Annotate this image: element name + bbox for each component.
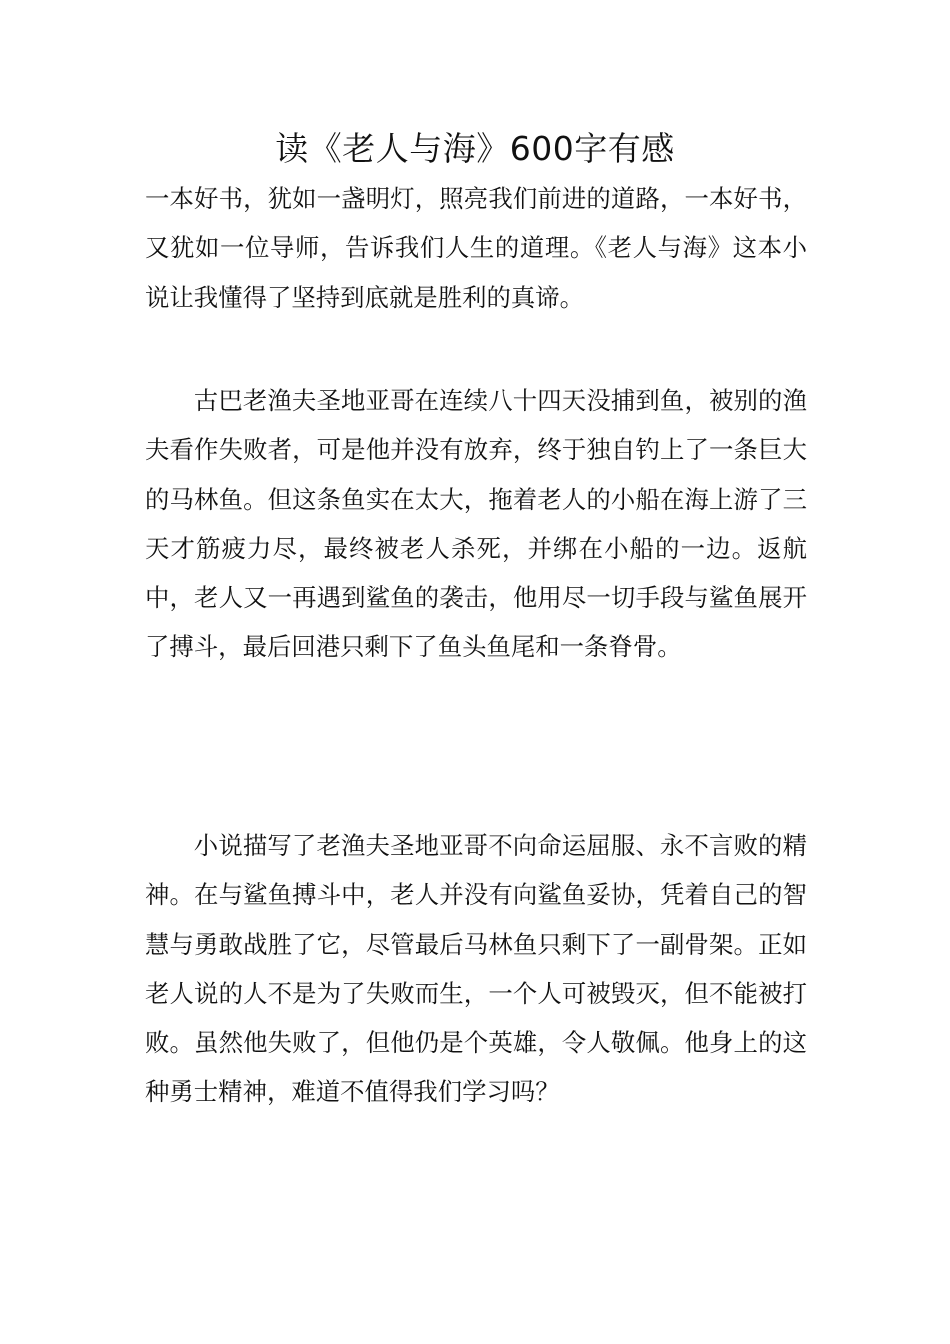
paragraph-reflection: 小说描写了老渔夫圣地亚哥不向命运屈服、永不言败的精神。在与鲨鱼搏斗中，老人并没有向鲨鱼妥协，凭着自己的智慧与勇敢战胜了它，尽管最后马林鱼只剩下了一副骨架。正如老人说的人不是为了失败而生，一个人可被毁灭，但不能被打败。虽然他失败了，但他仍是个英雄，令人敬佩。他身上的这种勇士精神，难道不值得我们学习吗？: [145, 831, 807, 1107]
document-title: 读《老人与海》600字有感: [275, 129, 675, 168]
paragraph-story-summary: 古巴老渔夫圣地亚哥在连续八十四天没捕到鱼，被别的渔夫看作失败者，可是他并没有放弃，终于独自钓上了一条巨大的马林鱼。但这条鱼实在太大，拖着老人的小船在海上游了三天才筋疲力尽，最终被老人杀死，并绑在小船的一边。返航中，老人又一再遇到鲨鱼的袭击，他用尽一切手段与鲨鱼展开了搏斗，最后回港只剩下了鱼头鱼尾和一条脊骨。: [145, 386, 807, 662]
paragraph-intro: 一本好书，犹如一盏明灯，照亮我们前进的道路，一本好书，又犹如一位导师，告诉我们人生的道理。《老人与海》这本小说让我懂得了坚持到底就是胜利的真谛。: [145, 184, 807, 312]
